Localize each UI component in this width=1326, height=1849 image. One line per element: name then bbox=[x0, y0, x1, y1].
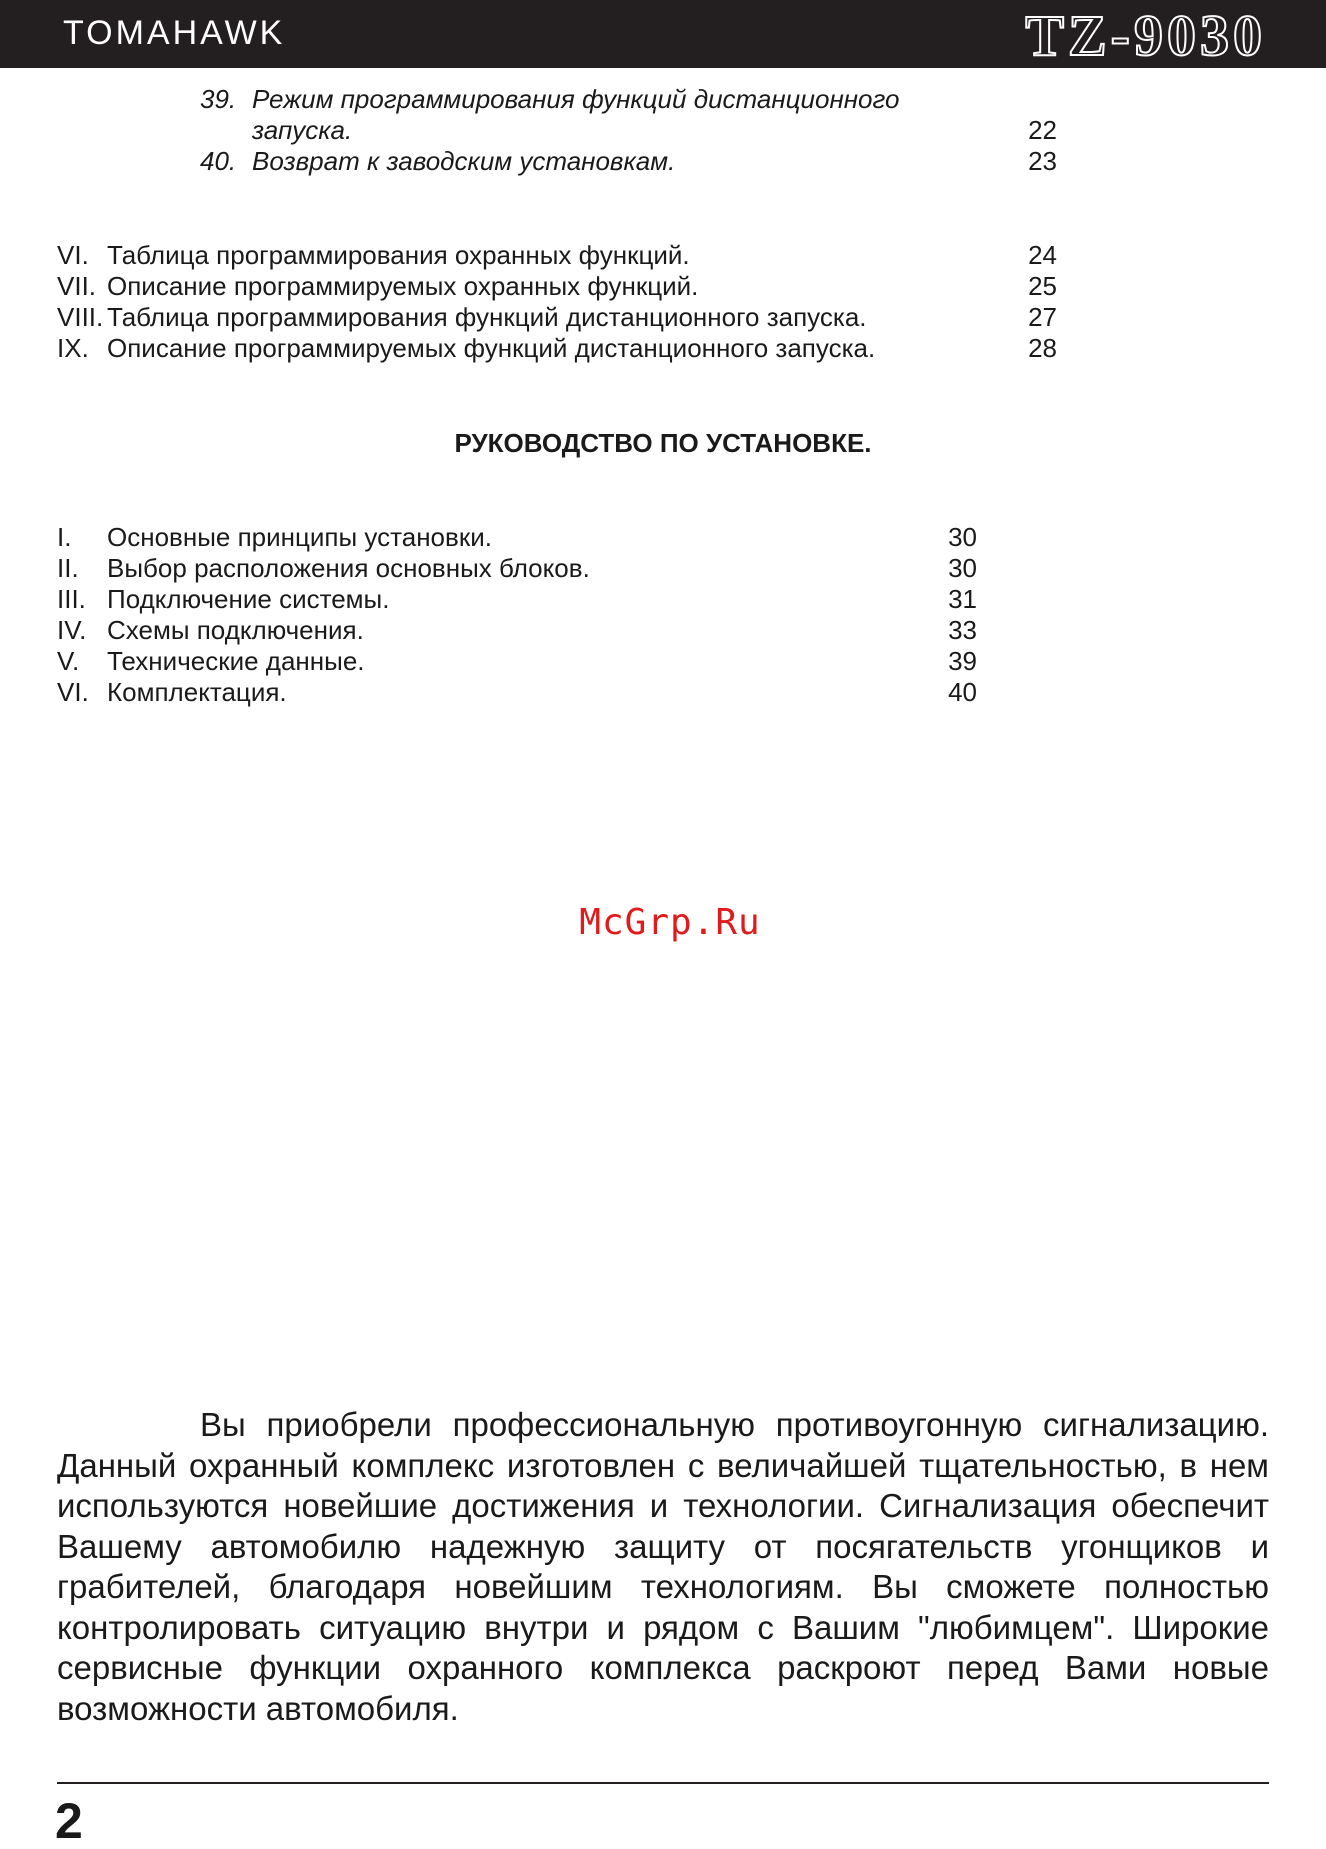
toc-section-page: 31 bbox=[948, 584, 977, 614]
toc-section-num: I. bbox=[57, 522, 72, 552]
toc-section-text: Описание программируемых функций дистанционного запуска. bbox=[107, 333, 876, 363]
footer-divider bbox=[57, 1782, 1269, 1784]
toc-section-text: Таблица программирования функций дистанционного запуска. bbox=[107, 302, 867, 332]
toc-section-num: VII. bbox=[57, 271, 97, 301]
intro-paragraph: Вы приобрели профессиональную противоугонную сигнализацию. Данный охранный комплекс изготовлен с величайшей тщательностью, в нем используются новейшие достижения и технологии. Сигнализация обеспечит Вашему автомобилю надежную защиту от посягательств угонщиков и грабителей, благодаря новейшим технологиям. Вы сможете полностью контролировать ситуацию внутри и рядом с Вашим "любимцем". Широкие сервисные функции охранного комплекса раскроют перед Вами новые возможности автомобиля. bbox=[57, 1406, 1269, 1727]
toc-section-num: II. bbox=[57, 553, 79, 583]
toc-section-num: IV. bbox=[57, 615, 87, 645]
toc-section-page: 24 bbox=[1028, 240, 1057, 270]
watermark: McGrp.Ru bbox=[579, 902, 761, 943]
toc-section-num: VIII. bbox=[57, 302, 104, 332]
toc-section-text: Подключение системы. bbox=[107, 584, 390, 614]
toc-section-num: V. bbox=[57, 646, 80, 676]
toc-section-page: 27 bbox=[1028, 302, 1057, 332]
toc-section-num: IX. bbox=[57, 333, 89, 363]
toc-item-text: запуска. bbox=[252, 115, 353, 145]
toc-section-page: 30 bbox=[948, 553, 977, 583]
brand-name: TOMAHAWK bbox=[63, 14, 286, 52]
toc-item-num: 40. bbox=[200, 146, 237, 176]
page-number: 2 bbox=[55, 1793, 83, 1849]
toc-section-text: Технические данные. bbox=[107, 646, 365, 676]
toc-item-text: Возврат к заводским установкам. bbox=[252, 146, 676, 176]
toc-section-page: 25 bbox=[1028, 271, 1057, 301]
model-name: TZ-9030 bbox=[1025, 3, 1266, 68]
toc-section-num: VI. bbox=[57, 240, 89, 270]
toc-section-text: Комплектация. bbox=[107, 677, 287, 707]
toc-item-text: Режим программирования функций дистанционного bbox=[252, 84, 900, 114]
toc-section-page: 30 bbox=[948, 522, 977, 552]
toc-section-text: Таблица программирования охранных функций. bbox=[107, 240, 690, 270]
installation-title: РУКОВОДСТВО ПО УСТАНОВКЕ. bbox=[454, 428, 872, 458]
toc-section-page: 40 bbox=[948, 677, 977, 707]
toc-section-page: 33 bbox=[948, 615, 977, 645]
toc-section-num: III. bbox=[57, 584, 86, 614]
toc-section-text: Основные принципы установки. bbox=[107, 522, 492, 552]
toc-section-text: Выбор расположения основных блоков. bbox=[107, 553, 590, 583]
toc-section-num: VI. bbox=[57, 677, 89, 707]
page-header bbox=[0, 0, 1326, 68]
toc-section-text: Схемы подключения. bbox=[107, 615, 364, 645]
toc-item-page: 22 bbox=[1028, 115, 1057, 145]
toc-section-page: 39 bbox=[948, 646, 977, 676]
toc-section-text: Описание программируемых охранных функций. bbox=[107, 271, 699, 301]
toc-item-num: 39. bbox=[200, 84, 237, 114]
toc-section-page: 28 bbox=[1028, 333, 1057, 363]
toc-item-page: 23 bbox=[1028, 146, 1057, 176]
